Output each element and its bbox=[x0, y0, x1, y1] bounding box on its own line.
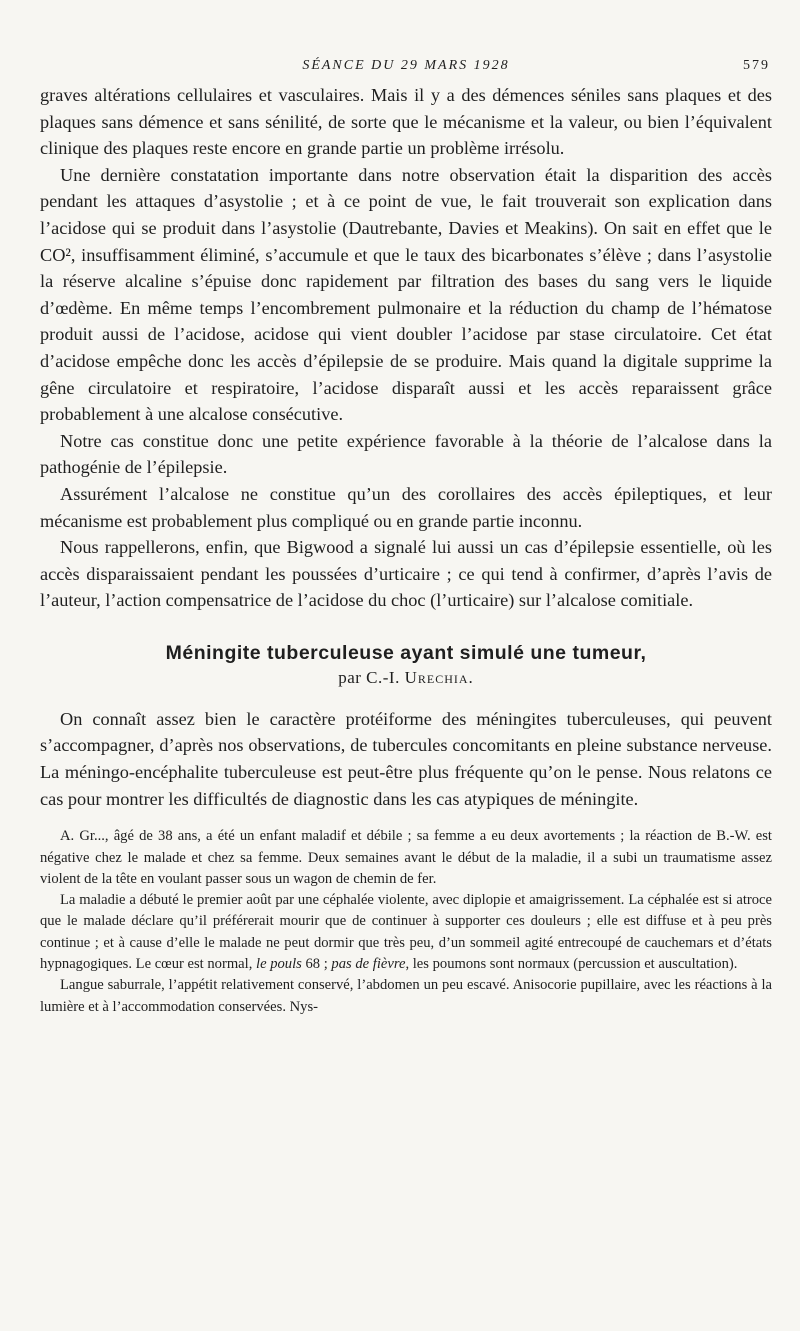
section-byline bbox=[40, 668, 772, 688]
observation-p3: Langue saburrale, l’appétit relativement conservé, l’abdomen un peu escavé. Anisocorie pupillaire, avec les réactions à la lumière et à l’accommodation conservées. Nys- bbox=[40, 977, 772, 1015]
continued-text bbox=[40, 82, 772, 614]
obs-p2-c: , les poumons sont normaux (percussion et auscultation). bbox=[405, 956, 738, 973]
obs-p2-a: La maladie a débuté le premier août par une céphalée violente, avec diplopie et amaigrissement. La céphalée est si atroce que le malade déclare qu’il préférerait mourir que de continuer à supporter ces douleurs ; elle est diffuse et à peu près continue ; et à cause d’elle le malade ne peut dormir que très peu, d’un sommeil agité entrecoupé de cauchemars et d’états hypnagogiques. Le cœur est normal, bbox=[40, 892, 772, 973]
paragraph-continuation: graves altérations cellulaires et vasculaires. Mais il y a des démences séniles sans plaques et des plaques sans démence et sans sénilité, de sorte que le mécanisme et la valeur, ou bien l’équivalent clinique des plaques reste encore en grande partie un problème irrésolu. bbox=[40, 85, 772, 159]
page-number: 579 bbox=[743, 58, 770, 73]
section-body bbox=[40, 706, 772, 812]
section-intro: On connaît assez bien le caractère protéiforme des méningites tuberculeuses, qui peuvent s’accompagner, d’après nos observations, de tubercules concomitants en pleine substance nerveuse. La méningo-encéphalite tuberculeuse est peut-être plus fréquente qu’on le pense. Nous relatons ce cas pour montrer les difficultés de diagnostic dans les cas atypiques de méningite. bbox=[40, 708, 772, 809]
running-title: SÉANCE DU 29 MARS 1928 bbox=[302, 58, 510, 73]
obs-p2-fievre: pas de fièvre bbox=[331, 956, 406, 973]
running-header bbox=[40, 58, 772, 82]
observation-block bbox=[40, 826, 772, 1018]
paragraph-alcalose: Assurément l’alcalose ne constitue qu’un des corollaires des accès épileptiques, et leur mécanisme est probablement plus compliqué ou en grande partie inconnu. bbox=[40, 483, 772, 531]
section-header bbox=[40, 642, 772, 688]
byline-prefix: par C.-I. bbox=[338, 667, 400, 687]
section-title: Méningite tuberculeuse ayant simulé une tumeur, bbox=[165, 641, 647, 664]
observation-p1: A. Gr..., âgé de 38 ans, a été un enfant maladif et débile ; sa femme a eu deux avortements ; la réaction de B.-W. est négative chez le malade et chez sa femme. Deux semaines avant le début de la maladie, il a subi un traumatisme assez violent de la tête en voulant passer sous un wagon de chemin de fer. bbox=[40, 828, 772, 887]
obs-p2-b: 68 ; bbox=[301, 956, 332, 973]
obs-p2-pouls: le pouls bbox=[256, 956, 302, 973]
paragraph-experience: Notre cas constitue donc une petite expérience favorable à la théorie de l’alcalose dans la pathogénie de l’épilepsie. bbox=[40, 430, 772, 478]
observation-p2 bbox=[40, 890, 772, 975]
author-name: Urechia. bbox=[404, 667, 474, 687]
paragraph-bigwood: Nous rappellerons, enfin, que Bigwood a signalé lui aussi un cas d’épilepsie essentielle, où les accès disparaissaient pendant les poussées d’urticaire ; ce qui tend à confirmer, d’après l’avis de l’auteur, l’action compensatrice de l’acidose du choc (l’urticaire) sur l’alcalose comitiale. bbox=[40, 537, 772, 611]
paragraph-asystolie: Une dernière constatation importante dans notre observation était la disparition des accès pendant les attaques d’asystolie ; et à ce point de vue, le fait trouverait son explication dans l’acidose qui se produit dans l’asystolie (Dautrebante, Davies et Meakins). On sait en effet que le CO², insuffisamment éliminé, s’accumule et que le taux des bicarbonates s’élève ; dans l’asystolie la réserve alcaline s’épuise donc rapidement par filtration des bases du sang vers le liquide d’œdème. En même temps l’encombrement pulmonaire et la réduction du champ de l’hématose produit aussi de l’acidose, acidose qui vient doubler l’acidose par stase circulatoire. Cet état d’acidose empêche donc les accès d’épilepsie de se produire. Mais quand la digitale supprime la gêne circulatoire et respiratoire, l’acidose disparaît aussi et les accès reparaissent grâce probablement à une alcalose consécutive. bbox=[40, 164, 772, 425]
